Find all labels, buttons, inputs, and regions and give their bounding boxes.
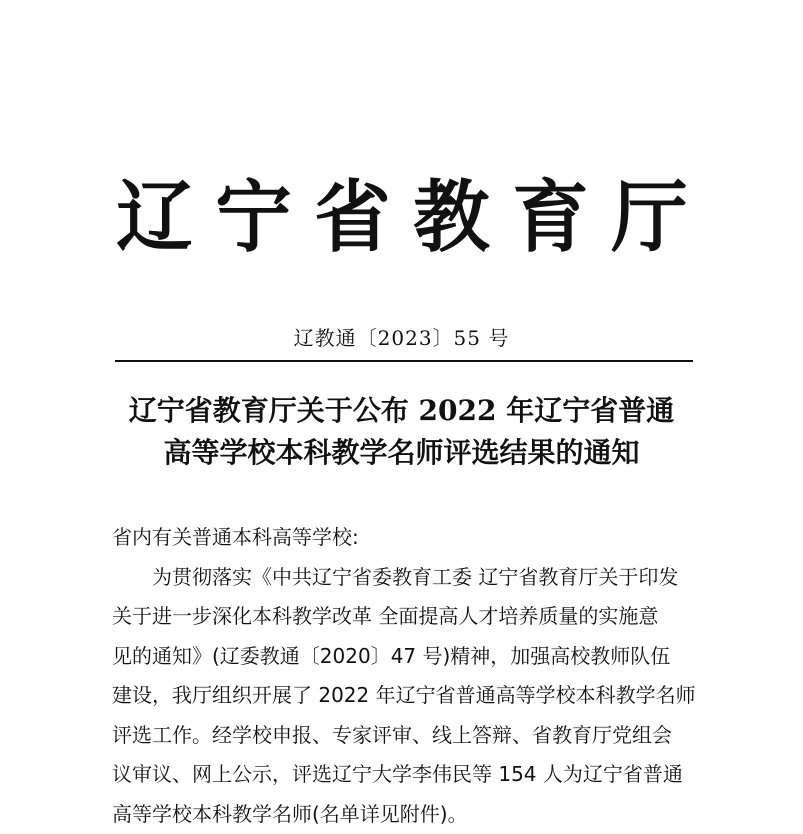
masthead-title [0,168,803,268]
masthead-char: 省 [306,168,397,268]
title-line: 高等学校本科教学名师评选结果的通知 [0,432,803,474]
notice-title [0,390,803,474]
paragraph-line: 议审议、网上公示，评选辽宁大学李伟民等 154 人为辽宁省普通 [112,755,702,795]
title-line: 辽宁省教育厅关于公布 2022 年辽宁省普通 [0,390,803,432]
paragraph-line: 见的通知》(辽委教通〔2020〕47 号)精神，加强高校教师队伍 [112,637,702,677]
paragraph-line: 建设，我厅组织开展了 2022 年辽宁省普通高等学校本科教学名师 [112,676,702,716]
document-number: 辽教通〔2023〕55 号 [0,323,803,353]
salutation: 省内有关普通本科高等学校: [112,518,702,558]
masthead-char: 辽 [108,168,199,268]
masthead-char: 厅 [603,168,694,268]
notice-body [112,518,702,834]
masthead-char: 育 [504,168,595,268]
header-divider [115,360,693,362]
paragraph-line: 评选工作。经学校申报、专家评审、线上答辩、省教育厅党组会 [112,716,702,756]
paragraph-line: 关于进一步深化本科教学改革 全面提高人才培养质量的实施意 [112,597,702,637]
paragraph-line: 高等学校本科教学名师(名单详见附件)。 [112,795,702,834]
paragraph-line: 为贯彻落实《中共辽宁省委教育工委 辽宁省教育厅关于印发 [112,558,702,598]
masthead-char: 宁 [207,168,298,268]
masthead-char: 教 [405,168,496,268]
